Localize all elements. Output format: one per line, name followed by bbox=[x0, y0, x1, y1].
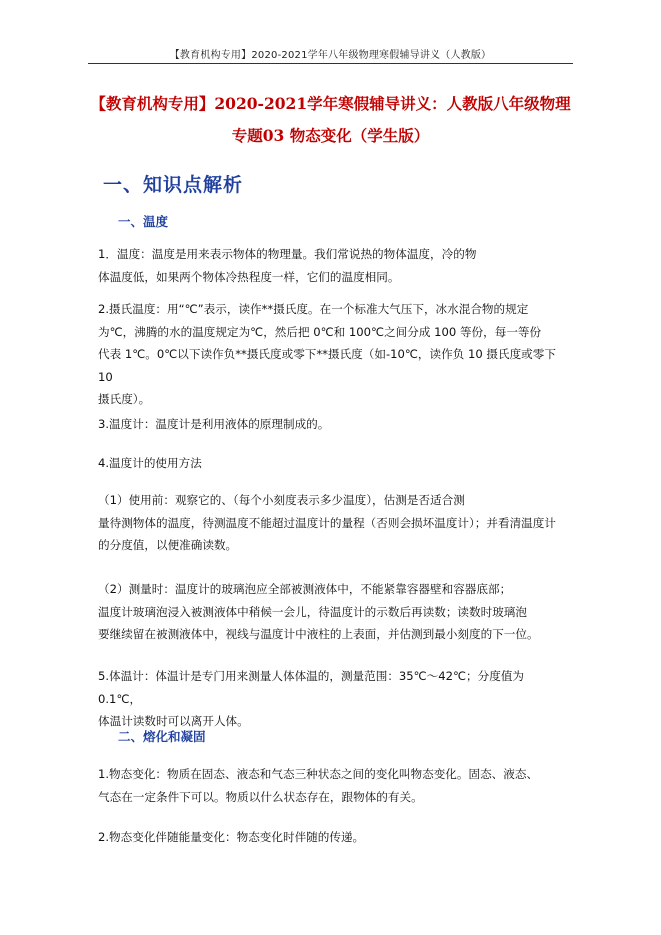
text: 被测液体中，不能紧靠容器壁和容器底部； bbox=[290, 582, 512, 596]
subsection-heading-melting: 二、熔化和凝固 bbox=[118, 729, 206, 744]
paragraph-before-use bbox=[98, 489, 568, 557]
text: 原理制成的。 bbox=[259, 417, 330, 431]
text: 后再读数；读数时玻璃泡 bbox=[399, 604, 527, 619]
text: 要继续留在被测液体中，视线与温度计中液柱的上表面 bbox=[98, 627, 377, 641]
text: ℃，沸腾的水的温度规定为 bbox=[109, 324, 251, 339]
text: 4.温度计的使用方法 bbox=[98, 456, 202, 470]
text: 摄氏度）。 bbox=[98, 392, 151, 406]
text: 2.物态变化伴随能量变化：物态变化时伴随 bbox=[98, 830, 318, 844]
text: （1）使用前：观察它的 bbox=[98, 493, 222, 507]
text: 气态在一定条件下可以 bbox=[98, 789, 214, 804]
paragraph-celsius bbox=[98, 298, 568, 411]
text: 的分度值，以便准确读数。 bbox=[98, 538, 238, 552]
section-main-heading: 一、知识点解析 bbox=[103, 174, 244, 196]
text: 为 bbox=[98, 324, 110, 339]
paragraph-usage-title bbox=[98, 452, 568, 475]
text: 有关。 bbox=[387, 789, 423, 804]
subsection-heading-temperature: 一、温度 bbox=[118, 214, 169, 229]
text: 2.摄氏温度：用“℃”表示，读作**摄氏度。在一个标准大气压下，冰水混合物的规定 bbox=[98, 302, 529, 316]
text: 的传递。 bbox=[317, 830, 365, 844]
text: 体温计读数时可以离开人体。 bbox=[98, 714, 249, 728]
text: 代表 1℃。0℃以下读作负**摄氏度或零下**摄氏度（如-10℃，读作负 10 摄氏度或零下 10 bbox=[98, 347, 556, 384]
title-line-2: 专题03 物态变化（学生版） bbox=[231, 126, 430, 145]
paragraph-during-use bbox=[98, 578, 568, 646]
text: 3.温度计：温度计是利用液体的 bbox=[98, 417, 260, 431]
paragraph-energy-change bbox=[98, 826, 568, 849]
paragraph-temperature bbox=[98, 243, 568, 288]
paragraph-clinical-thermometer bbox=[98, 665, 568, 733]
text: 温度计玻璃泡浸入被测液体中稍候一会儿，待温度计的示数 bbox=[98, 604, 400, 619]
page-header: 【教育机构专用】2020-2021学年八年级物理寒假辅导讲义（人教版） bbox=[169, 50, 492, 61]
text: 量待测物体的温度，待测温度不能超过温度计的量程（否则会损坏温度计）；并看清温度计 bbox=[98, 515, 556, 530]
text: （每个小刻度表示多少温度），估测是否适合测 bbox=[232, 493, 465, 507]
text: ，并估测到最小刻度的下一位。 bbox=[376, 627, 539, 641]
paragraph-thermometer bbox=[98, 413, 568, 436]
text: 体温度低，如果两个物体冷热程度一样，它们的温度相同。 bbox=[98, 269, 400, 284]
title-line-1: 【教育机构专用】2020-2021学年寒假辅导讲义：人教版八年级物理 bbox=[90, 94, 571, 113]
text: （2）测量时：温度计的玻璃泡应全部 bbox=[98, 582, 291, 596]
text: 、 bbox=[221, 493, 233, 507]
text: 1．温度：温度是用来表示物体 bbox=[98, 247, 257, 261]
text: 1.物态变化：物质在固态、液态和气态三种状态之间的变化叫物态变化。固态、液态、 bbox=[98, 767, 539, 781]
text: 5.体温计：体温计是专门用来测量人体体温的，测量范围：35℃～42℃；分度值为 0.1℃， bbox=[98, 669, 525, 706]
header-rule bbox=[88, 63, 573, 64]
text: ，冷的物 bbox=[430, 247, 477, 261]
text: 的物理量。我们常说热的物体温度 bbox=[256, 247, 431, 261]
text: 。物质以什么状态存在，跟物体的 bbox=[213, 789, 388, 804]
text: ℃，然后把 0℃和 100℃之间分成 100 等份，每一等份 bbox=[250, 324, 542, 339]
paragraph-state-change bbox=[98, 763, 568, 808]
